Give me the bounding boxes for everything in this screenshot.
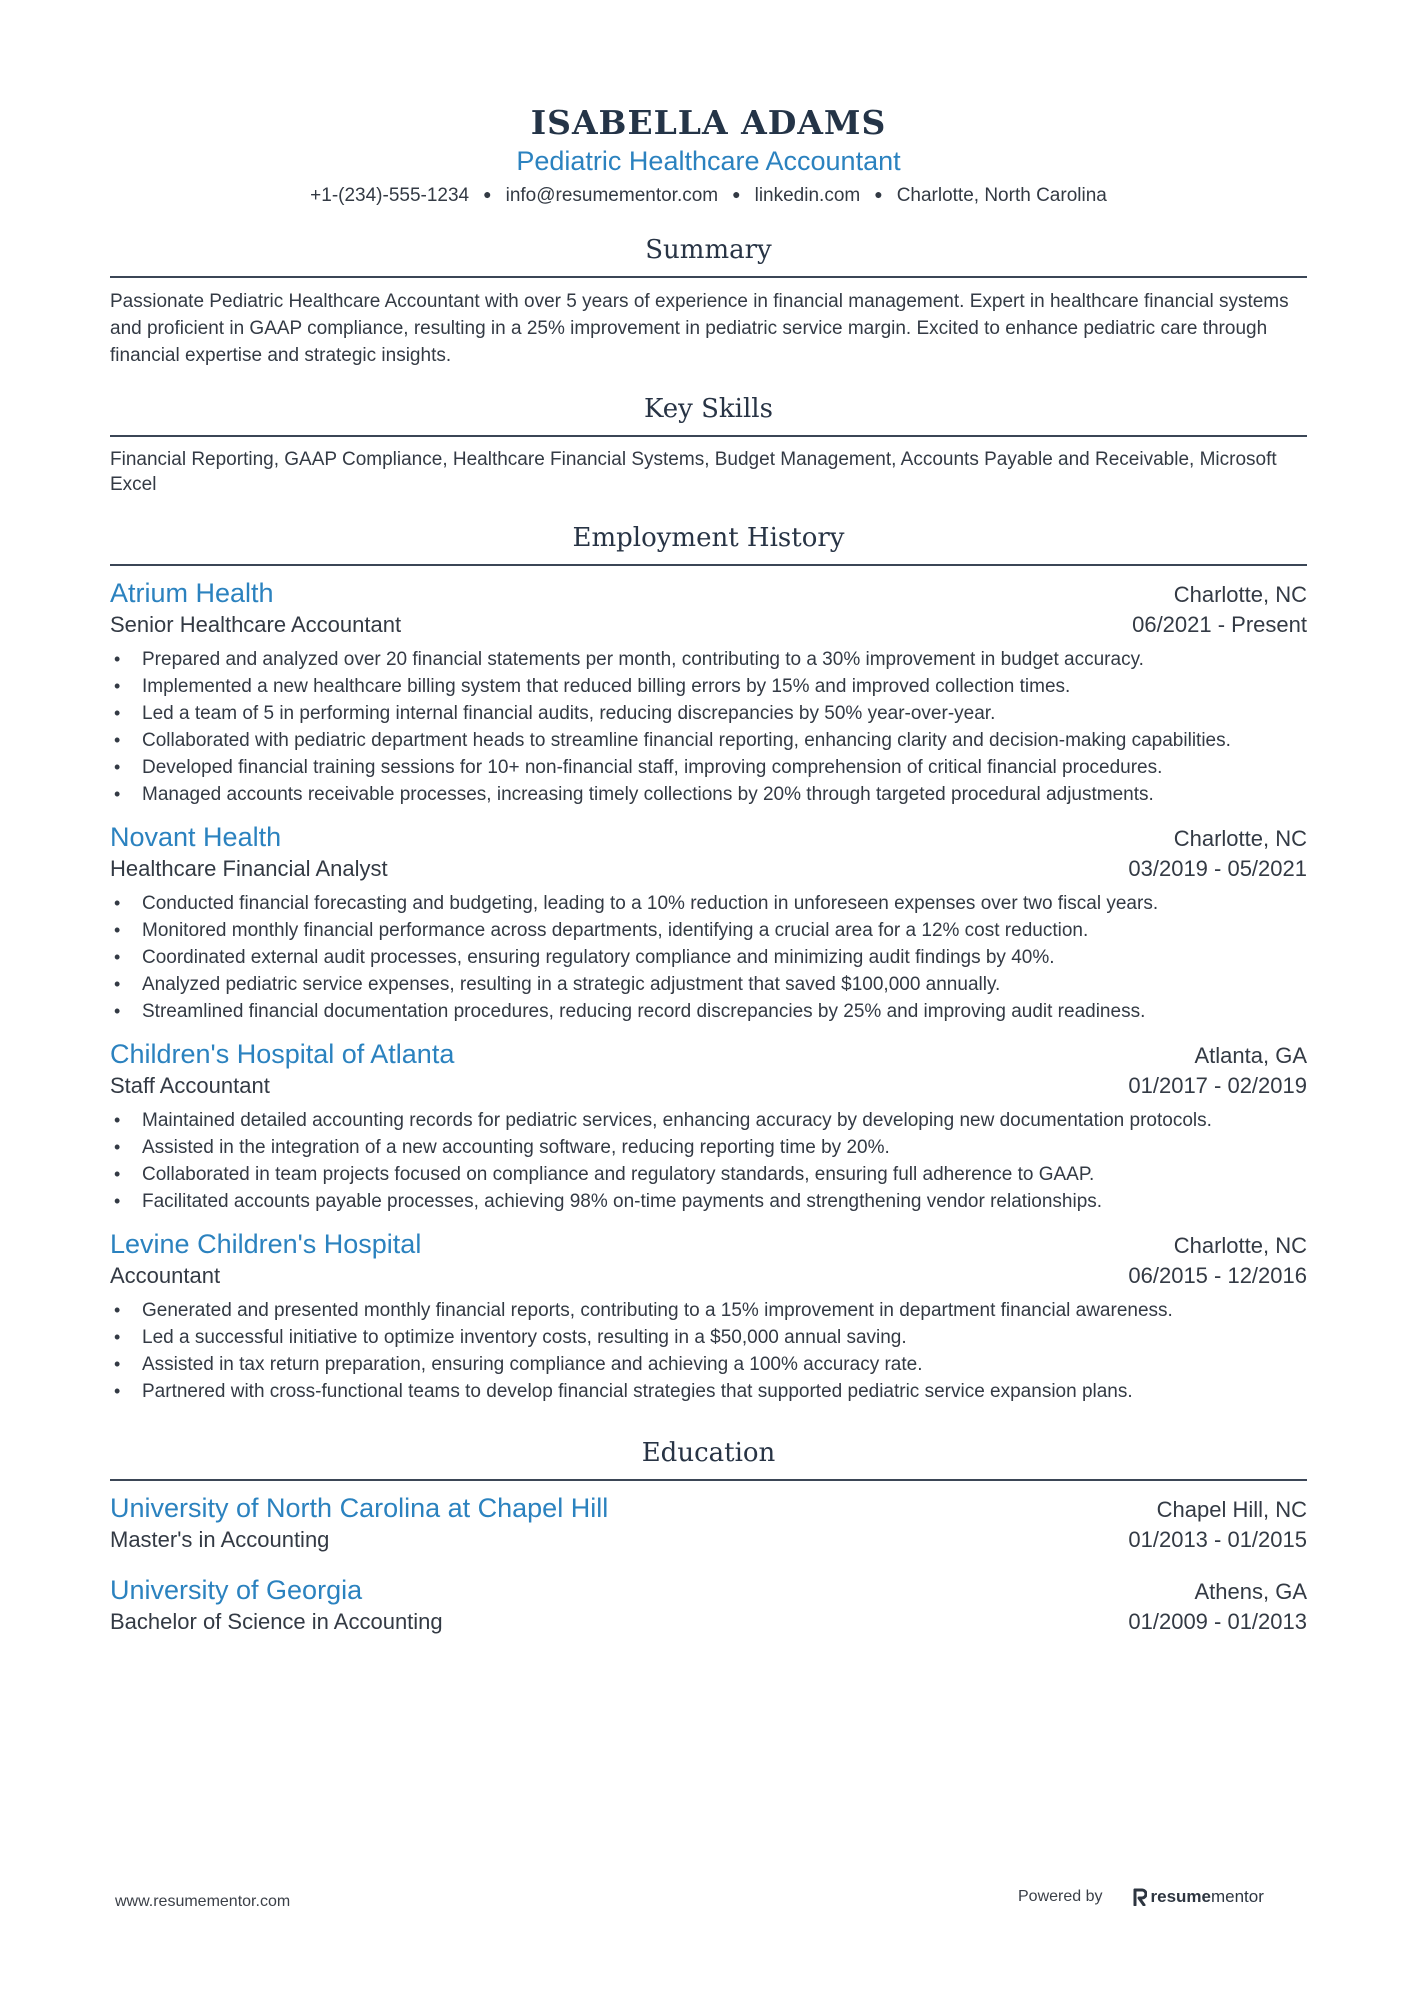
- job-dates: 03/2019 - 05/2021: [1128, 856, 1307, 881]
- list-item: • Implemented a new healthcare billing system that reduced billing errors by 15% and improved collection times.: [110, 673, 1307, 700]
- brand-name-bold: resume: [1150, 1887, 1211, 1906]
- list-item: • Collaborated with pediatric department heads to streamline financial reporting, enhancing clarity and decision-making capabilities.: [110, 727, 1307, 754]
- skills-text: Financial Reporting, GAAP Compliance, Healthcare Financial Systems, Budget Management, Accounts Payable and Receivable, Microsoft Excel: [110, 449, 1277, 495]
- list-item: • Coordinated external audit processes, ensuring regulatory compliance and minimizing audit findings by 40%.: [110, 944, 1307, 971]
- job-entry: [110, 820, 1307, 1025]
- employment-section: [110, 520, 1307, 1405]
- list-item: • Developed financial training sessions for 10+ non-financial staff, improving comprehension of critical financial procedures.: [110, 754, 1307, 781]
- resume-header: [110, 100, 1307, 210]
- job-location: Atlanta, GA: [1194, 1043, 1307, 1068]
- job-entry: [110, 1227, 1307, 1405]
- list-item: • Prepared and analyzed over 20 financial statements per month, contributing to a 30% improvement in budget accuracy.: [110, 646, 1307, 673]
- job-location: Charlotte, NC: [1173, 582, 1307, 607]
- employment-heading: Employment History: [110, 520, 1307, 566]
- contact-email[interactable]: info@resumementor.com: [505, 185, 719, 206]
- list-item: • Facilitated accounts payable processes, achieving 98% on-time payments and strengthening vendor relationships.: [110, 1188, 1307, 1215]
- job-organization: Atrium Health: [110, 578, 274, 608]
- list-item: • Led a team of 5 in performing internal financial audits, reducing discrepancies by 50% year-over-year.: [110, 700, 1307, 727]
- education-heading: Education: [110, 1435, 1307, 1481]
- list-item: • Partnered with cross-functional teams to develop financial strategies that supported pediatric service expansion plans.: [110, 1378, 1307, 1405]
- list-item: • Maintained detailed accounting records for pediatric services, enhancing accuracy by developing new documentation protocols.: [110, 1107, 1307, 1134]
- job-organization: Novant Health: [110, 822, 282, 852]
- school-location: Chapel Hill, NC: [1156, 1497, 1307, 1522]
- powered-by-label: Powered by: [1018, 1888, 1103, 1905]
- job-bullets: [110, 1107, 1307, 1215]
- footer-website[interactable]: www.resumementor.com: [115, 1893, 291, 1910]
- contact-phone: +1-(234)-555-1234: [310, 185, 470, 206]
- brand-logo[interactable]: [1133, 1887, 1264, 1907]
- contact-line: [110, 180, 1307, 210]
- education-dates: 01/2009 - 01/2013: [1128, 1609, 1307, 1634]
- list-item: • Led a successful initiative to optimize inventory costs, resulting in a $50,000 annual saving.: [110, 1324, 1307, 1351]
- job-dates: 06/2015 - 12/2016: [1128, 1263, 1307, 1288]
- degree: Master's in Accounting: [110, 1527, 330, 1552]
- candidate-title: Pediatric Healthcare Accountant: [516, 146, 901, 176]
- job-organization: Levine Children's Hospital: [110, 1229, 422, 1259]
- list-item: • Collaborated in team projects focused on compliance and regulatory standards, ensuring full adherence to GAAP.: [110, 1161, 1307, 1188]
- job-entry: [110, 1037, 1307, 1215]
- job-dates: 01/2017 - 02/2019: [1128, 1073, 1307, 1098]
- candidate-name: ISABELLA ADAMS: [530, 103, 887, 142]
- job-dates: 06/2021 - Present: [1132, 612, 1307, 637]
- list-item: • Generated and presented monthly financial reports, contributing to a 15% improvement in department financial awareness.: [110, 1297, 1307, 1324]
- job-role: Healthcare Financial Analyst: [110, 856, 388, 881]
- list-item: • Assisted in tax return preparation, ensuring compliance and achieving a 100% accuracy rate.: [110, 1351, 1307, 1378]
- contact-location: Charlotte, North Carolina: [896, 185, 1107, 206]
- resume-page: [110, 100, 1307, 1637]
- job-location: Charlotte, NC: [1173, 1233, 1307, 1258]
- education-entry: [110, 1491, 1307, 1555]
- school-name: University of Georgia: [110, 1575, 363, 1605]
- education-dates: 01/2013 - 01/2015: [1128, 1527, 1307, 1552]
- brand-name-rest: mentor: [1210, 1887, 1264, 1906]
- job-organization: Children's Hospital of Atlanta: [110, 1039, 455, 1069]
- list-item: • Streamlined financial documentation procedures, reducing record discrepancies by 25% and improving audit readiness.: [110, 998, 1307, 1025]
- skills-section: [110, 391, 1307, 497]
- summary-section: [110, 232, 1307, 369]
- job-location: Charlotte, NC: [1173, 826, 1307, 851]
- job-role: Senior Healthcare Accountant: [110, 612, 402, 637]
- list-item: • Conducted financial forecasting and budgeting, leading to a 10% reduction in unforeseen expenses over two fiscal years.: [110, 890, 1307, 917]
- school-name: University of North Carolina at Chapel Hill: [110, 1493, 609, 1523]
- job-bullets: [110, 646, 1307, 808]
- contact-linkedin[interactable]: linkedin.com: [754, 185, 861, 206]
- education-entry: [110, 1573, 1307, 1637]
- footer-brand: [1018, 1887, 1264, 1907]
- resumementor-logo-icon: [1133, 1888, 1147, 1906]
- job-role: Staff Accountant: [110, 1073, 270, 1098]
- summary-heading: Summary: [110, 232, 1307, 278]
- skills-heading: Key Skills: [110, 391, 1307, 437]
- job-entry: [110, 576, 1307, 808]
- bullet-separator: ●: [874, 186, 883, 202]
- school-location: Athens, GA: [1194, 1579, 1307, 1604]
- list-item: • Monitored monthly financial performance across departments, identifying a crucial area for a 12% cost reduction.: [110, 917, 1307, 944]
- job-role: Accountant: [110, 1263, 221, 1288]
- degree: Bachelor of Science in Accounting: [110, 1609, 443, 1634]
- list-item: • Managed accounts receivable processes, increasing timely collections by 20% through targeted procedural adjustments.: [110, 781, 1307, 808]
- job-bullets: [110, 1297, 1307, 1405]
- list-item: • Analyzed pediatric service expenses, resulting in a strategic adjustment that saved $100,000 annually.: [110, 971, 1307, 998]
- list-item: • Assisted in the integration of a new accounting software, reducing reporting time by 20%.: [110, 1134, 1307, 1161]
- job-bullets: [110, 890, 1307, 1025]
- education-section: [110, 1435, 1307, 1637]
- bullet-separator: ●: [732, 186, 741, 202]
- bullet-separator: ●: [483, 186, 492, 202]
- summary-text: Passionate Pediatric Healthcare Accountant with over 5 years of experience in financial management. Expert in healthcare financial systems and proficient in GAAP compliance, resulting in a 25% improvement in pediatric service margin. Excited to enhance pediatric care through financial expertise and strategic insights.: [110, 291, 1289, 366]
